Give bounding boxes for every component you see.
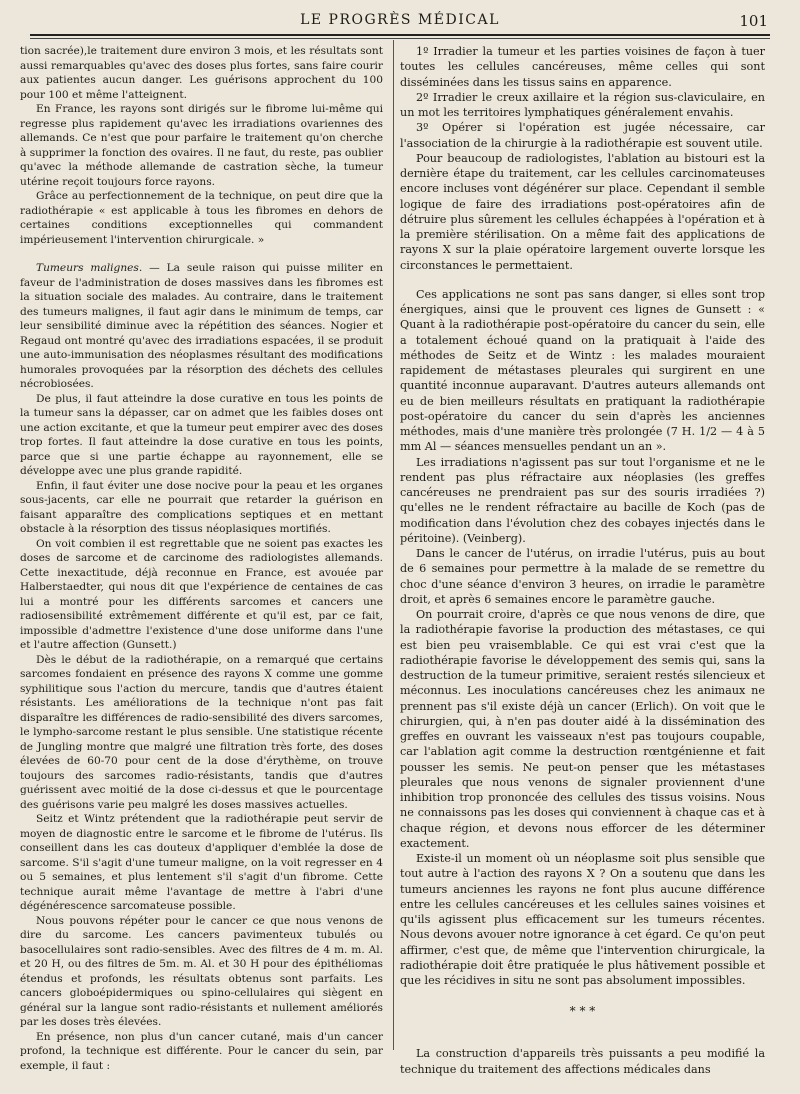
page-number: 101: [739, 12, 768, 30]
paragraph: On voit combien il est regrettable que ne soient pas exactes les doses de sarcome et de carcinome des radiologistes allemands. Cette inexactitude, déjà reconnue en France, est avouée par Halberstaedter, qui nous dit que l'expérience de centaines de cas lui a montré pour les différents sarcomes et cancers une radiosensibilité extrêmement différente et qu'il est, par ce fait, impossible d'admettre l'existence d'une dose uniforme dans l'une et l'autre affection (Gunsett.): [20, 537, 383, 651]
running-title: LE PROGRÈS MÉDICAL: [300, 12, 500, 28]
paragraph: Pour beaucoup de radiologistes, l'ablation au bistouri est la dernière étape du traitement, car les cellules carcinomateuses encore incluses vont dégénérer sur place. Cependant il semble logique de faire des irradiations post-opératoires afin de détruire plus sûrement les cellules échappées à l'opération et à la première stérilisation. On a même fait des applications de rayons X sur la plaie opératoire largement ouverte lorsque les circonstances le permettaient.: [400, 151, 765, 272]
paragraph: Enfin, il faut éviter une dose nocive pour la peau et les organes sous-jacents, car elle ne pourrait que retarder la guérison en faisant apparaître des complications septiques et en mettant obstacle à la résorption des tissus néoplasiques mortifiés.: [20, 479, 383, 535]
paragraph: En France, les rayons sont dirigés sur le fibrome lui-même qui regresse plus rapidement qu'avec les irradiations ovariennes des allemands. Ce n'est que pour parfaire le traitement qu'on cherche à supprimer la fonction des ovaires. Il ne faut, du reste, pas oublier qu'avec la méthode allemande de castration sèche, la tumeur utérine reçoit toujours force rayons.: [20, 103, 383, 188]
paragraph: On pourrait croire, d'après ce que nous venons de dire, que la radiothérapie favorise la production des métastases, ce qui est bien peu vraisemblable. Ce qui est vrai c'est que la radiothérapie favorise le développement des semis qui, sans la destruction de la tumeur primitive, seraient restés silencieux et méconnus. Les inoculations cancéreuses chez les animaux ne prennent pas s'il existe déjà un cancer (Erlich). On voit que le chirurgien, qui, à n'en pas douter aidé à la dissémination des greffes en ouvrant les vaisseaux n'est pas toujours coupable, car l'ablation agit comme la destruction rœntgénienne et fait pousser les semis. Ne peut-on penser que les métastases pleurales que nous venons de signaler proviennent d'une inhibition trop prononcée des cellules des tissus voisins. Nous ne connaissons pas les doses qui conviennent à chaque cas et à chaque région, et devons nous efforcer de les déterminer exactement.: [400, 608, 765, 850]
paragraph: Grâce au perfectionnement de la technique, on peut dire que la radiothérapie « est applicable à tous les fibromes en dehors de certaines conditions exceptionnelles qui commandent impérieusement l'intervention chirurgicale. »: [20, 190, 383, 246]
section-break: * * *: [569, 1004, 596, 1019]
page-header: [30, 12, 770, 34]
paragraph: En présence, non plus d'un cancer cutané, mais d'un cancer profond, la technique est différente. Pour le cancer du sein, par exemple, il faut :: [20, 1030, 383, 1072]
paragraph: Dès le début de la radiothérapie, on a remarqué que certains sarcomes fondaient en présence des rayons X comme une gomme syphilitique sous l'action du mercure, tandis que d'autres étaient résistants. Les améliorations de la technique n'ont pas fait disparaître les différences de radio-sensibilité des divers sarcomes, le lympho-sarcome restant le plus sensible. Une statistique récente de Jungling montre que malgré une filtration très forte, des doses élevées de 60-70 pour cent de la dose d'érythème, on trouve toujours des sarcomes radio-résistants, tandis que d'autres guérissent avec moitié de la dose ci-dessus et que le pourcentage des guérisons varie peu malgré les doses massives actuelles.: [20, 653, 383, 811]
paragraph: De plus, il faut atteindre la dose curative en tous les points de la tumeur sans la dépasser, car on admet que les faibles doses ont une action excitante, et que la tumeur peut empirer avec des doses trop fortes. Il faut atteindre la dose curative en tous les points, parce que si une partie échappe au rayonnement, elle se développe avec une plus grande rapidité.: [20, 392, 383, 477]
right-column: [400, 44, 765, 1077]
paragraph: Nous pouvons répéter pour le cancer ce que nous venons de dire du sarcome. Les cancers pavimenteux tubulés ou basocellulaires sont radio-sensibles. Avec des filtres de 4 m. m. Al. et 20 H, ou des filtres de 5m. m. Al. et 30 H pour des épithéliomas étendus et profonds, les résultats obtenus sont parfaits. Les cancers globoépidermiques ou spino-cellulaires qui siègent en général sur la langue sont radio-résistants et nullement améliorés par les doses très élevées.: [20, 914, 383, 1028]
paragraph: Existe-il un moment où un néoplasme soit plus sensible que tout autre à l'action des rayons X ? On a soutenu que dans les tumeurs anciennes les rayons ne font plus aucune différence entre les cellules cancéreuses et les cellules saines voisines et qu'ils agissent plus efficacement sur les tumeurs récentes. Nous devons avouer notre ignorance à cet égard. Ce qu'on peut affirmer, c'est que, de même que l'intervention chirurgicale, la radiothérapie doit être pratiquée le plus hâtivement possible et que les récidives in situ ne sont pas absolument impossibles.: [400, 852, 765, 987]
paragraph: Seitz et Wintz prétendent que la radiothérapie peut servir de moyen de diagnostic entre le sarcome et le fibrome de l'utérus. Ils conseillent dans les cas douteux d'appliquer d'emblée la dose de sarcome. S'il s'agit d'une tumeur maligne, on la voit regresser en 4 ou 5 semaines, et plus lentement s'il s'agit d'un fibrome. Cette technique aurait même l'avantage de mettre à l'abri d'une dégénérescence sarcomateuse possible.: [20, 813, 383, 912]
paragraph: tion sacrée),le traitement dure environ 3 mois, et les résultats sont aussi remarquables qu'avec des doses plus fortes, sans faire courir aux patientes aucun danger. Les guérisons approchent du 100 pour 100 et même l'atteignent.: [20, 45, 383, 101]
paragraph: La construction d'appareils très puissants a peu modifié la technique du traitement des affections médicales dans: [400, 1047, 765, 1076]
header-rule: [30, 34, 770, 39]
list-item: 3º Opérer si l'opération est jugée nécessaire, car l'association de la chirurgie à la radiothérapie est souvent utile.: [400, 121, 765, 150]
paragraph: Dans le cancer de l'utérus, on irradie l'utérus, puis au bout de 6 semaines pour permettre à la malade de se remettre du choc d'une séance d'environ 3 heures, on irradie le paramètre droit, et après 6 semaines encore le paramètre gauche.: [400, 547, 765, 606]
paragraph: Les irradiations n'agissent pas sur tout l'organisme et ne le rendent pas plus réfractaire aux néoplasies (les greffes cancéreuses ne prendraient pas sur des souris irradiées ?) qu'elles ne le rendent réfractaire au bacille de Koch (pas de modification dans l'évolution chez des cobayes injectés dans le péritoine). (Veinberg).: [400, 455, 765, 545]
list-item: 1º Irradier la tumeur et les parties voisines de façon à tuer toutes les cellules cancéreuses, même celles qui sont disséminées dans les tissus sains en apparence.: [400, 45, 765, 89]
paragraph-tumeurs-malignes: [20, 261, 383, 392]
column-divider: [393, 40, 394, 1050]
left-column: [20, 44, 383, 1073]
paragraph-text: — La seule raison qui puisse militer en faveur de l'administration de doses massives dans les fibromes est la situation sociale des malades. Au contraire, dans le traitement des tumeurs malignes, il faut agir dans le minimum de temps, car leur sensibilité diminue avec la répétition des séances. Nogier et Regaud ont montré qu'avec des irradiations espacées, il se produit une auto-immunisation des néoplasmes résultant des modifications humorales provoquées par la résorption des déchets des cellules nécrobiosées.: [20, 262, 383, 390]
paragraph: Ces applications ne sont pas sans danger, si elles sont trop énergiques, ainsi que le prouvent ces lignes de Gunsett : « Quant à la radiothérapie post-opératoire du cancer du sein, elle a totalement échoué quand on la pratiquait à l'aide des méthodes de Seitz et de Wintz : les malades mouraient rapidement de métastases pleurales qui surgirent en une quantité inconnue auparavant. D'autres auteurs allemands ont eu de bien meilleurs résultats en pratiquant la radiothérapie post-opératoire du cancer du sein d'après les anciennes méthodes, mais d'une manière très prolongée (7 H. 1/2 — 4 à 5 mm Al — séances mensuelles pendant un an ».: [400, 287, 765, 454]
list-item: 2º Irradier le creux axillaire et la région sus-claviculaire, en un mot les territoires lymphatiques généralement envahis.: [400, 90, 765, 119]
section-label: Tumeurs malignes.: [36, 262, 143, 274]
